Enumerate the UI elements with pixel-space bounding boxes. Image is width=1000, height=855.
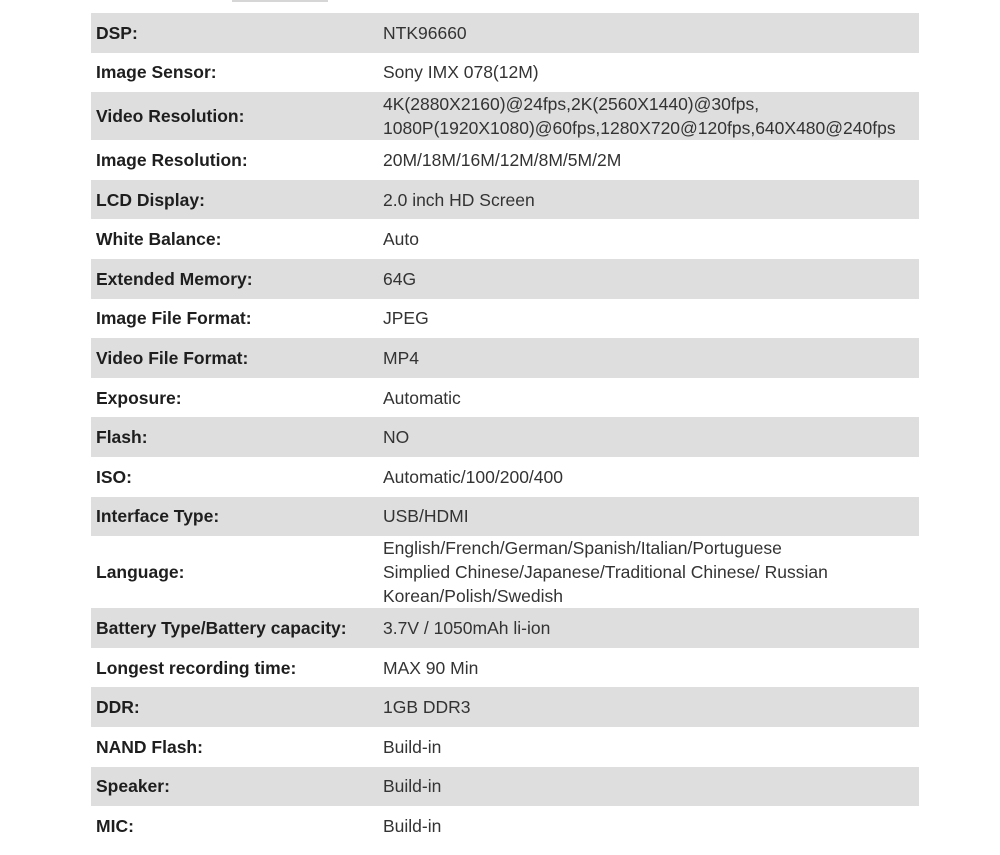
spec-value [375,219,919,259]
spec-row [91,687,919,727]
spec-label: White Balance: [96,229,222,250]
spec-value [375,338,919,378]
spec-value-line: 2.0 inch HD Screen [383,189,535,210]
spec-value [375,53,919,93]
spec-value [375,417,919,457]
spec-row [91,92,919,140]
spec-label: Extended Memory: [96,268,253,289]
spec-row [91,457,919,497]
spec-value [375,457,919,497]
spec-row [91,13,919,53]
spec-row [91,648,919,688]
spec-label: Longest recording time: [96,657,297,678]
spec-label: Image Sensor: [96,62,217,83]
spec-value-line: MAX 90 Min [383,657,479,678]
spec-value [375,648,919,688]
spec-value [375,378,919,418]
spec-value-line: Simplied Chinese/Japanese/Traditional Chinese/ Russian [383,562,828,583]
spec-value-line: Build-in [383,736,442,757]
spec-value [375,536,919,608]
spec-value [375,140,919,180]
spec-row [91,140,919,180]
spec-value [375,727,919,767]
spec-label: DDR: [96,697,140,718]
spec-row [91,378,919,418]
spec-label: Image File Format: [96,308,252,329]
spec-value [375,767,919,807]
spec-value [375,92,919,140]
spec-label: LCD Display: [96,189,205,210]
spec-row [91,299,919,339]
spec-value-line: MP4 [383,347,419,368]
spec-value-line: 1080P(1920X1080)@60fps,1280X720@120fps,640X480@240fps [383,118,896,139]
spec-row [91,219,919,259]
spec-row [91,417,919,457]
spec-row [91,497,919,537]
spec-value-line: English/French/German/Spanish/Italian/Portuguese [383,538,782,559]
spec-value-line: Sony IMX 078(12M) [383,62,539,83]
spec-row [91,180,919,220]
spec-label: Video File Format: [96,347,249,368]
spec-value-line: 1GB DDR3 [383,697,471,718]
spec-label: Battery Type/Battery capacity: [96,617,347,638]
spec-value-line: Korean/Polish/Swedish [383,586,563,607]
spec-row [91,259,919,299]
spec-label: MIC: [96,815,134,836]
spec-label: Language: [96,562,185,583]
spec-value [375,497,919,537]
spec-table-body [91,13,919,846]
spec-value-line: 4K(2880X2160)@24fps,2K(2560X1440)@30fps, [383,94,760,115]
spec-value [375,13,919,53]
spec-table [91,13,919,846]
spec-label: Image Resolution: [96,149,248,170]
spec-value-line: NO [383,427,410,448]
spec-label: ISO: [96,466,132,487]
spec-row [91,727,919,767]
spec-value-line: 3.7V / 1050mAh li-ion [383,617,551,638]
top-divider [232,0,328,2]
spec-value-line: USB/HDMI [383,506,469,527]
spec-value-line: Build-in [383,815,442,836]
spec-label: Exposure: [96,387,182,408]
spec-label: Speaker: [96,776,170,797]
spec-value-line: Automatic [383,387,461,408]
spec-label: DSP: [96,22,138,43]
spec-value-line: Auto [383,229,419,250]
spec-row [91,806,919,846]
spec-row [91,536,919,608]
spec-value [375,180,919,220]
spec-value [375,806,919,846]
spec-value-line: JPEG [383,308,429,329]
spec-value-line: Automatic/100/200/400 [383,466,563,487]
spec-value [375,299,919,339]
spec-label: Flash: [96,427,148,448]
spec-label: NAND Flash: [96,736,203,757]
spec-value [375,608,919,648]
spec-row [91,767,919,807]
spec-label: Video Resolution: [96,106,245,127]
spec-value [375,687,919,727]
spec-row [91,338,919,378]
spec-value-line: NTK96660 [383,22,467,43]
spec-value-line: 64G [383,268,417,289]
spec-row [91,608,919,648]
spec-value-line: 20M/18M/16M/12M/8M/5M/2M [383,149,622,170]
spec-row [91,53,919,93]
spec-value-line: Build-in [383,776,442,797]
spec-label: Interface Type: [96,506,220,527]
spec-value [375,259,919,299]
